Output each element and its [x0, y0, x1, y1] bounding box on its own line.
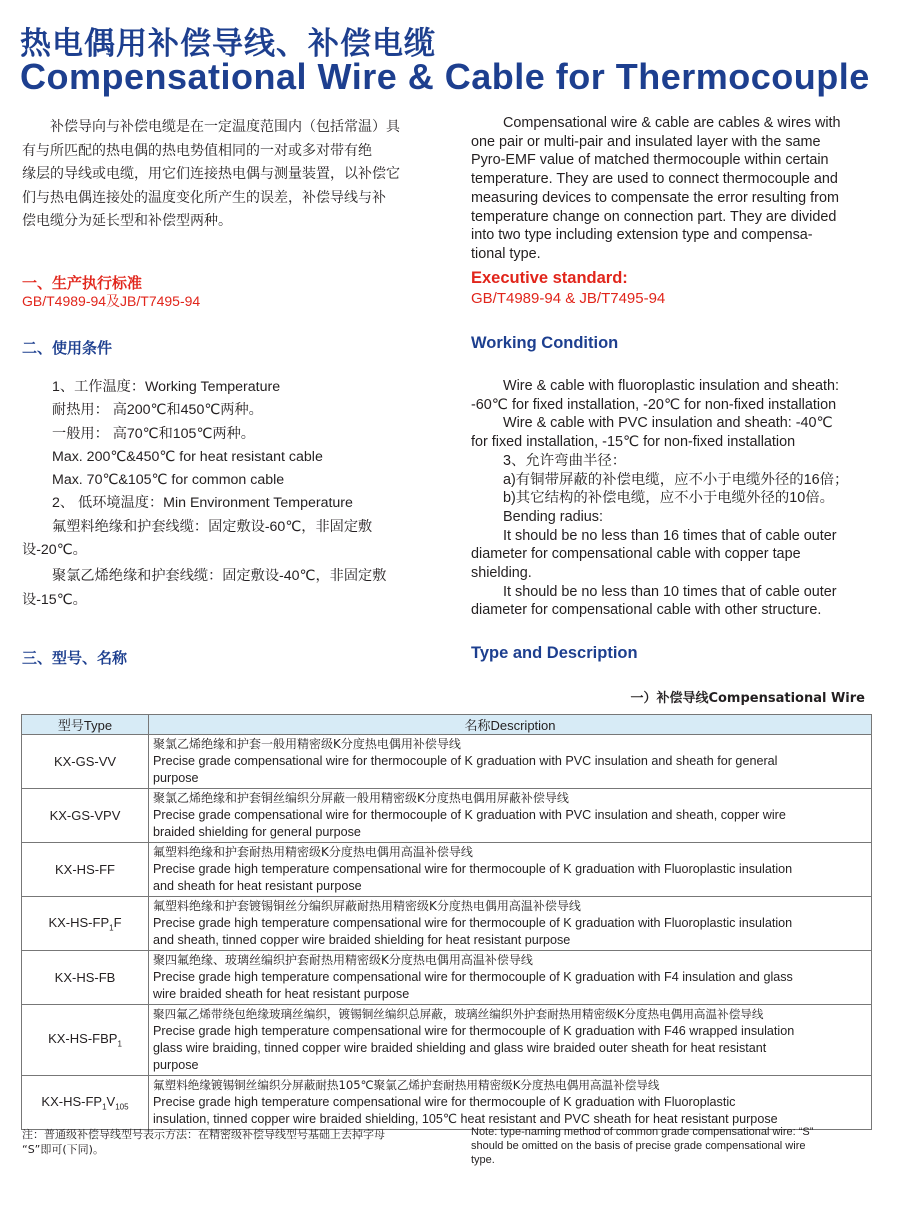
- condition-line: 耐热用： 高200℃和450℃两种。: [52, 402, 263, 419]
- note-cn: [22, 1127, 452, 1157]
- condition-line: b)其它结构的补偿电缆，应不小于电缆外径的10倍。: [503, 490, 835, 507]
- table-row: [22, 951, 872, 1005]
- type-cell: [22, 843, 149, 897]
- page-title-cn: 热电偶用补偿导线、补偿电缆: [20, 26, 436, 62]
- description-cell: [149, 789, 872, 843]
- condition-line: It should be no less than 16 times that of cable outer: [503, 527, 837, 544]
- description-en: Precise grade high temperature compensational wire for thermocouple of K graduation with Fluoroplastic: [153, 1095, 736, 1109]
- table-header-row: [22, 715, 872, 735]
- description-cn: 氟塑料绝缘镀锡铜丝编织分屏蔽耐热105℃聚氯乙烯护套耐热用精密级K分度热电偶用高温补偿导线: [153, 1078, 660, 1092]
- exec-standard-heading-en: Executive standard:: [471, 269, 628, 287]
- type-code: KX-HS-FBP: [48, 1031, 118, 1047]
- note-line: Note: type-naming method of common grade compensational wire: “S”: [471, 1126, 814, 1138]
- type-heading-en: Type and Description: [471, 644, 638, 662]
- type-code: KX-HS-FP: [41, 1093, 103, 1109]
- condition-line: for fixed installation, -15℃ for non-fixed installation: [471, 434, 796, 451]
- condition-line: Max. 200℃&450℃ for heat resistant cable: [52, 448, 323, 465]
- description-en: Precise grade high temperature compensational wire for thermocouple of K graduation with Fluoroplastic insulation: [153, 916, 793, 930]
- condition-line: Max. 70℃&105℃ for common cable: [52, 472, 285, 489]
- description-cn: 聚氯乙烯绝缘和护套一般用精密级K分度热电偶用补偿导线: [153, 737, 461, 751]
- type-code: KX-HS-FP: [48, 914, 110, 930]
- condition-line: It should be no less than 10 times that of cable outer: [503, 583, 837, 600]
- intro-en-line: temperature. They are used to connect thermocouple and: [471, 171, 838, 188]
- condition-line: shielding.: [471, 565, 532, 582]
- description-en: insulation, tinned copper wire braided shielding, 105℃ heat resistant and PVC sheath for heat resistant purpose: [153, 1112, 778, 1126]
- exec-standard-value-cn: GB/T4989-94及JB/T7495-94: [22, 293, 201, 309]
- type-cell: [22, 789, 149, 843]
- table-row: [22, 735, 872, 789]
- description-cn: 聚氯乙烯绝缘和护套铜丝编织分屏蔽一般用精密级K分度热电偶用屏蔽补偿导线: [153, 791, 569, 805]
- condition-line: -60℃ for fixed installation, -20℃ for non-fixed installation: [471, 396, 837, 413]
- description-cell: [149, 843, 872, 897]
- table-row: [22, 789, 872, 843]
- intro-cn-line: 补偿导向与补偿电缆是在一定温度范围内（包括常温）具: [50, 119, 400, 135]
- description-cell: [149, 951, 872, 1005]
- condition-line: diameter for compensational cable with copper tape: [471, 546, 801, 563]
- intro-en-line: temperature change on connection part. They are divided: [471, 208, 837, 225]
- type-subscript: 1: [109, 923, 114, 933]
- condition-line: 2、 低环境温度：Min Environment Temperature: [52, 495, 353, 512]
- type-code-tail: V: [106, 1093, 116, 1109]
- table-row: [22, 1005, 872, 1076]
- type-subscript: 1: [102, 1102, 107, 1112]
- condition-line: 聚氯乙烯绝缘和护套线缆：固定敷设-40℃，非固定敷: [52, 568, 387, 585]
- description-cn: 氟塑料绝缘和护套耐热用精密级K分度热电偶用高温补偿导线: [153, 845, 473, 859]
- note-en: [471, 1125, 881, 1167]
- description-en: and sheath for heat resistant purpose: [153, 879, 362, 893]
- condition-line: 设-20℃。: [22, 542, 87, 559]
- intro-cn-line: 们与热电偶连接处的温度变化所产生的误差，补偿导线与补: [22, 189, 386, 206]
- condition-line: 一般用： 高70℃和105℃两种。: [52, 425, 255, 442]
- note-line: 注：普通级补偿导线型号表示方法：在精密级补偿导线型号基础上去掉字母: [22, 1128, 385, 1141]
- exec-standard-value-en: GB/T4989-94 & JB/T7495-94: [471, 290, 666, 307]
- type-cell: [22, 1076, 149, 1130]
- description-cn: 聚四氟绝缘、玻璃丝编织护套耐热用精密级K分度热电偶用高温补偿导线: [153, 953, 533, 967]
- table-row: [22, 1076, 872, 1130]
- type-code: KX-HS-FB: [54, 970, 116, 985]
- description-en: purpose: [153, 1058, 199, 1072]
- working-condition-heading-en: Working Condition: [471, 334, 619, 352]
- description-en: Precise grade high temperature compensational wire for thermocouple of K graduation with F4 insulation and glass: [153, 970, 793, 984]
- intro-en-line: Pyro-EMF value of matched thermocouple within certain: [471, 152, 829, 169]
- type-cell: [22, 897, 149, 951]
- description-cell: [149, 897, 872, 951]
- table-row: [22, 897, 872, 951]
- intro-en: [471, 114, 881, 264]
- description-en: Precise grade high temperature compensational wire for thermocouple of K graduation with Fluoroplastic insulation: [153, 862, 793, 876]
- type-code-tail: F: [113, 914, 122, 930]
- type-code: KX-HS-FF: [55, 862, 115, 877]
- condition-line: 3、允许弯曲半径：: [503, 452, 627, 469]
- description-cell: [149, 1005, 872, 1076]
- type-cell: [22, 735, 149, 789]
- intro-en-line: tional type.: [471, 245, 541, 262]
- condition-line: 氟塑料绝缘和护套线缆：固定敷设-60℃，非固定敷: [52, 518, 373, 535]
- header-description: 名称Description: [149, 715, 872, 735]
- intro-cn-line: 缘层的导线或电缆，用它们连接热电偶与测量装置，以补偿它: [22, 166, 400, 182]
- type-cell: [22, 951, 149, 1005]
- working-condition-cn: [22, 376, 442, 612]
- description-en: glass wire braiding, tinned copper wire braided shielding and glass wire braided outer sheath for heat resistant: [153, 1041, 767, 1055]
- note-line: “S”即可(下同)。: [22, 1143, 104, 1156]
- intro-en-line: one pair or multi-pair and insulated layer with the same: [471, 133, 821, 150]
- intro-en-line: into two type including extension type and compensa-: [471, 227, 813, 244]
- compensational-wire-table: [21, 714, 872, 1130]
- working-condition-en: [471, 377, 881, 620]
- condition-line: a)有铜带屏蔽的补偿电缆，应不小于电缆外径的16倍；: [503, 471, 849, 488]
- intro-en-line: measuring devices to compensate the error resulting from: [471, 189, 839, 206]
- description-cell: [149, 1076, 872, 1130]
- description-en: wire braided sheath for heat resistant purpose: [153, 987, 410, 1001]
- condition-line: Bending radius:: [503, 508, 604, 525]
- type-code: KX-GS-VV: [53, 754, 117, 769]
- intro-cn-line: 有与所匹配的热电偶的热电势值相同的一对或多对带有绝: [22, 142, 372, 159]
- table-row: [22, 843, 872, 897]
- type-subscript: 105: [115, 1102, 129, 1112]
- description-cn: 氟塑料绝缘和护套镀锡铜丝分编织屏蔽耐热用精密级K分度热电偶用高温补偿导线: [153, 899, 581, 913]
- condition-line: diameter for compensational cable with other structure.: [471, 602, 822, 619]
- description-cn: 聚四氟乙烯带绕包绝缘玻璃丝编织，镀锡铜丝编织总屏蔽，玻璃丝编织外护套耐热用精密级K分度热电偶用高温补偿导线: [153, 1007, 764, 1021]
- page-title-en: Compensational Wire & Cable for Thermocouple: [20, 56, 870, 97]
- description-en: Precise grade compensational wire for thermocouple of K graduation with PVC insulation and sheath for general: [153, 754, 778, 768]
- condition-line: Wire & cable with fluoroplastic insulation and sheath:: [503, 378, 839, 394]
- header-type: 型号Type: [22, 715, 149, 735]
- type-subscript: 1: [117, 1039, 122, 1049]
- intro-en-line: Compensational wire & cable are cables & wires with: [503, 115, 841, 131]
- description-en: and sheath, tinned copper wire braided shielding for heat resistant purpose: [153, 933, 571, 947]
- condition-line: 设-15℃。: [22, 591, 87, 608]
- condition-line: 1、工作温度：Working Temperature: [52, 379, 281, 395]
- type-code: KX-GS-VPV: [49, 808, 121, 823]
- note-line: should be omitted on the basis of precise grade compensational wire: [471, 1140, 806, 1152]
- subsection-heading: 一）补偿导线Compensational Wire: [630, 691, 865, 706]
- type-cell: [22, 1005, 149, 1076]
- description-en: Precise grade high temperature compensational wire for thermocouple of K graduation with F46 wrapped insulation: [153, 1024, 795, 1038]
- type-heading-cn: 三、型号、名称: [22, 649, 128, 667]
- exec-standard-heading-cn: 一、生产执行标准: [22, 274, 143, 292]
- note-line: type.: [471, 1154, 495, 1166]
- intro-cn-line: 偿电缆分为延长型和补偿型两种。: [22, 213, 232, 229]
- condition-line: Wire & cable with PVC insulation and sheath: -40℃: [503, 415, 833, 432]
- description-en: braided shielding for general purpose: [153, 825, 361, 839]
- working-condition-heading-cn: 二、使用条件: [22, 339, 113, 357]
- intro-cn: [22, 116, 442, 234]
- description-cell: [149, 735, 872, 789]
- description-en: Precise grade compensational wire for thermocouple of K graduation with PVC insulation and sheath, copper wire: [153, 808, 786, 822]
- description-en: purpose: [153, 771, 199, 785]
